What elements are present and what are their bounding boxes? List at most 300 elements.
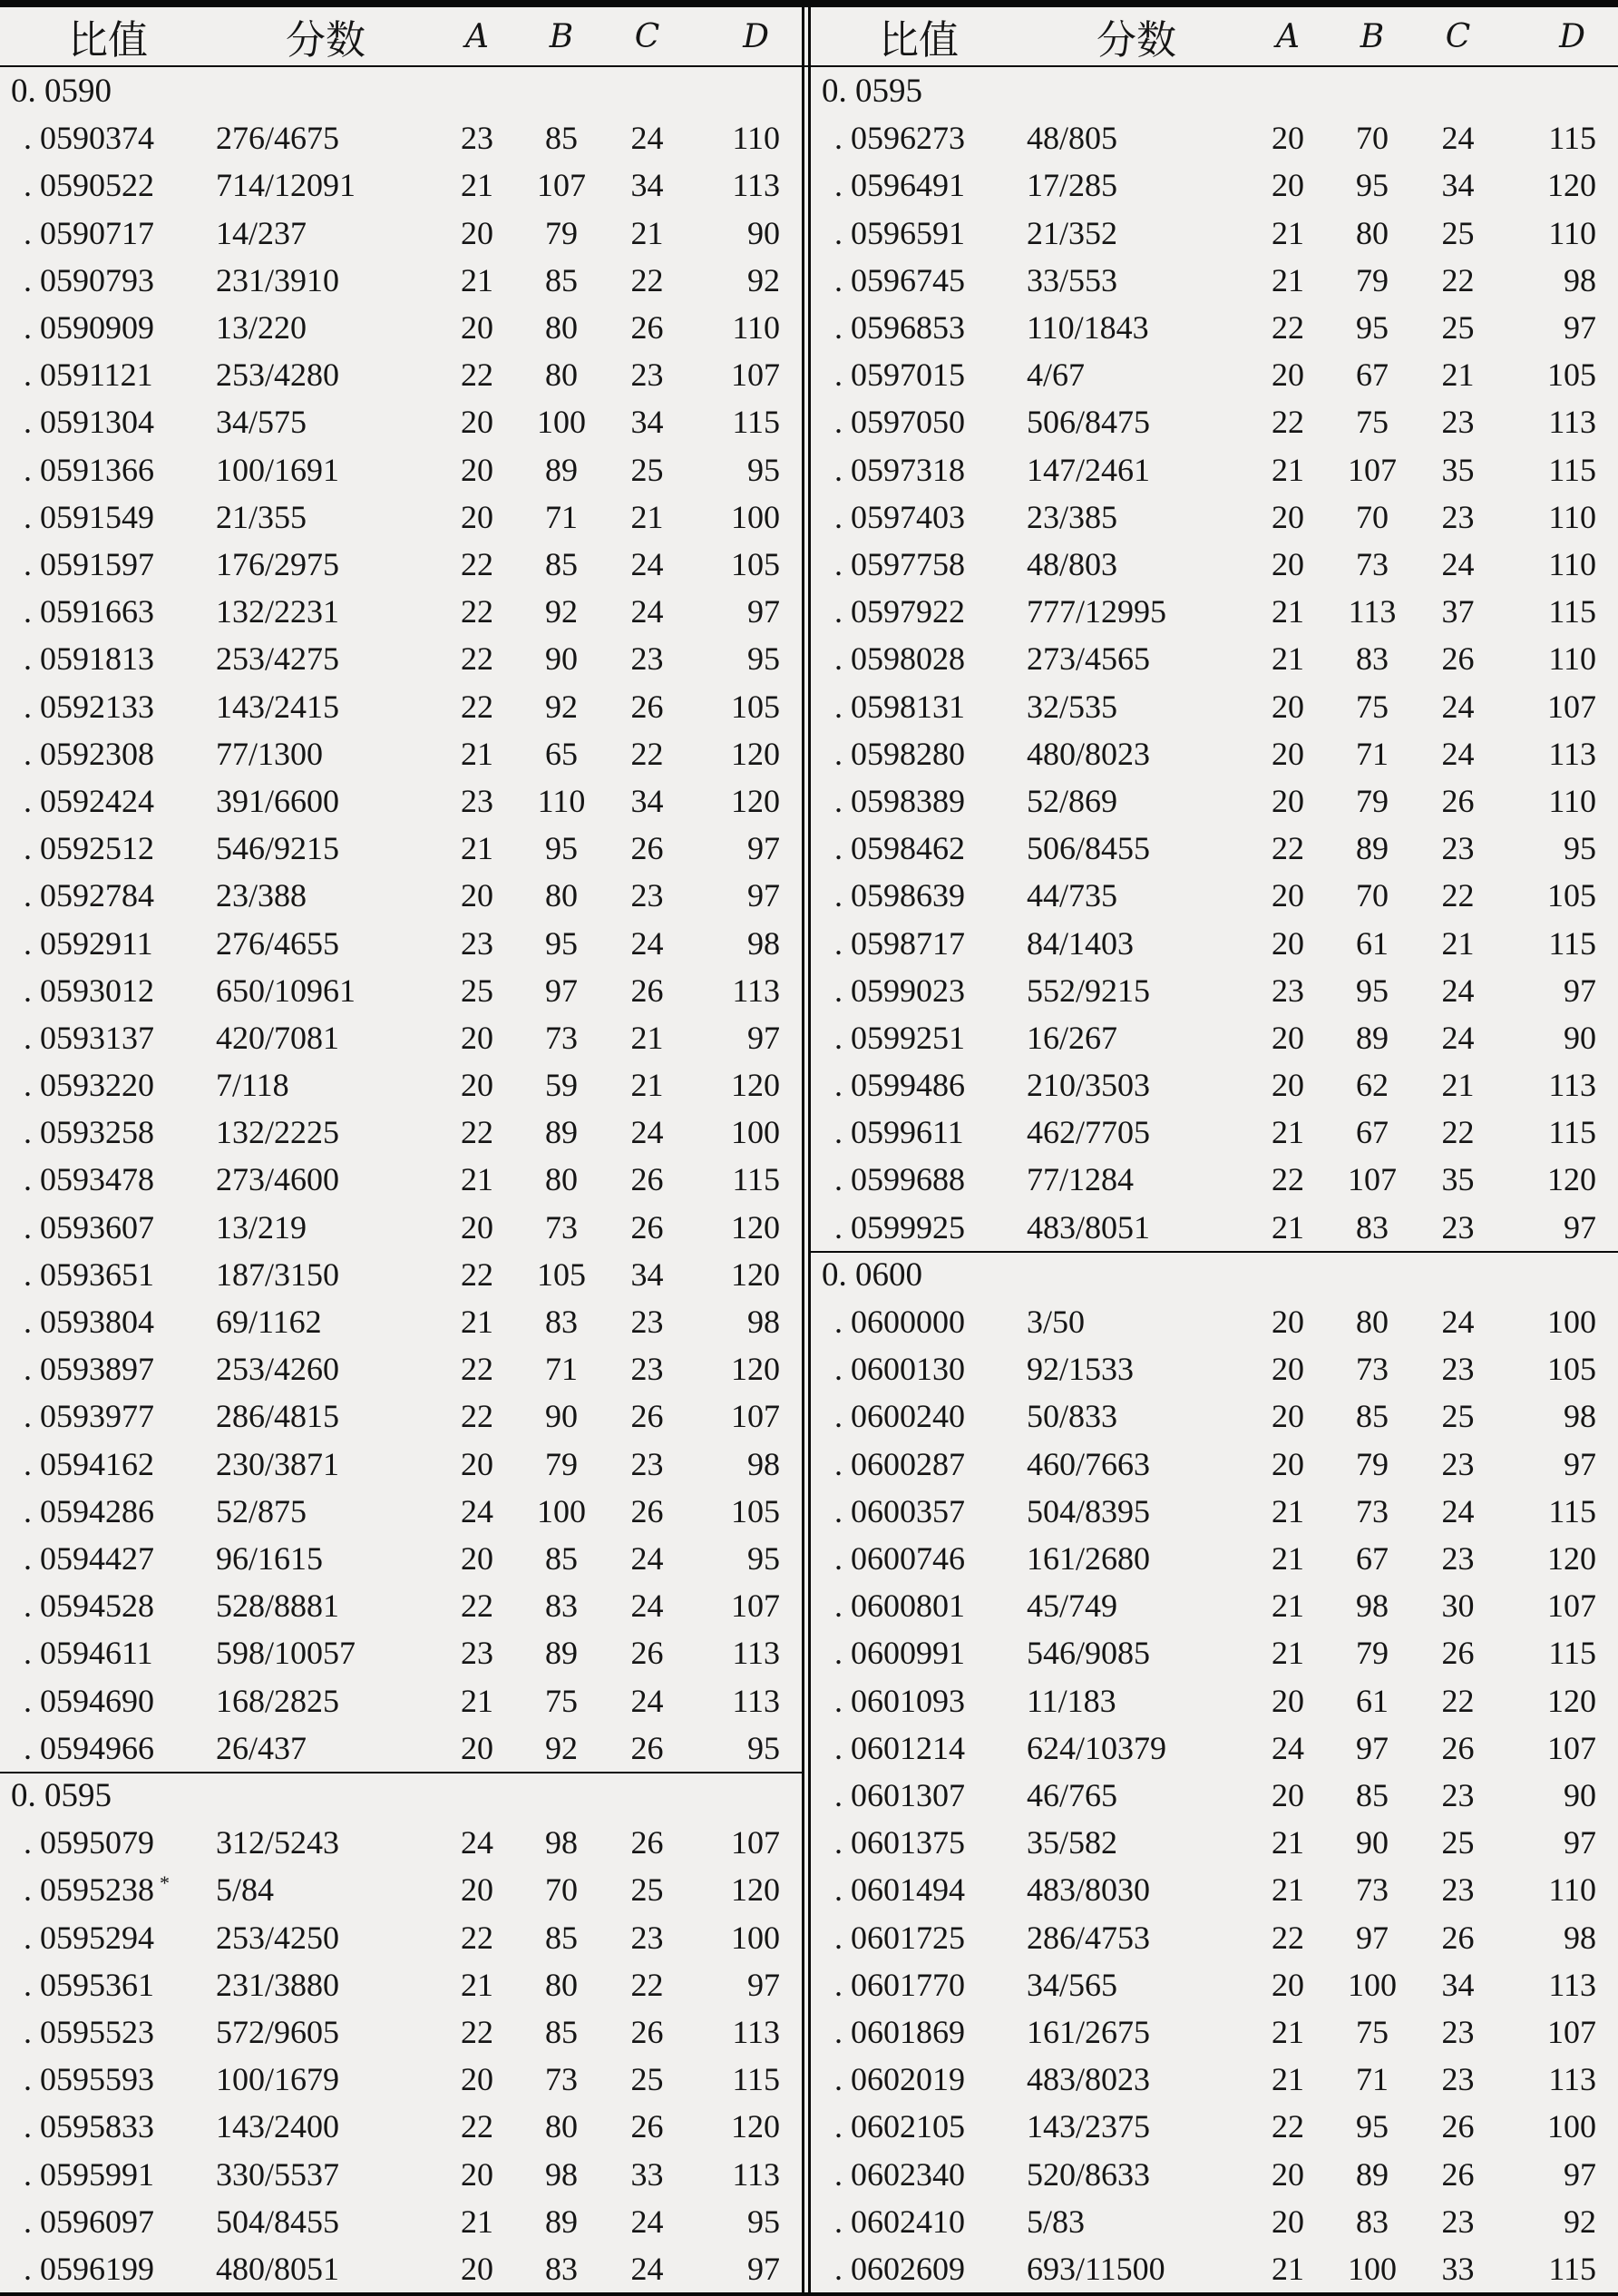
cell-c: 26 (630, 1492, 664, 1529)
table-row (0, 2198, 802, 2245)
cell-ratio: . 0596745 (834, 261, 965, 298)
cell-b: 83 (545, 2250, 578, 2287)
cell-a: 21 (461, 830, 493, 867)
cell-d: 97 (1564, 2155, 1596, 2193)
table-row (811, 1488, 1618, 1535)
cell-c: 26 (630, 1161, 664, 1198)
cell-a: 20 (1272, 2203, 1304, 2240)
cell-d: 92 (1564, 2203, 1596, 2240)
cell-ratio: . 0593977 (24, 1398, 154, 1435)
cell-c: 25 (630, 1871, 664, 1909)
cell-a: 22 (461, 2013, 493, 2050)
cell-a: 20 (1272, 1445, 1304, 1482)
cell-a: 20 (461, 1729, 493, 1766)
cell-ratio: . 0590374 (24, 120, 154, 157)
cell-a: 21 (461, 735, 493, 772)
table-row (0, 1866, 802, 1913)
cell-c: 24 (630, 593, 664, 630)
cell-c: 26 (1441, 782, 1475, 819)
cell-c: 24 (1441, 120, 1475, 157)
cell-d: 120 (1547, 1161, 1596, 1198)
cell-c: 24 (1441, 972, 1475, 1009)
cell-d: 120 (731, 1871, 780, 1909)
cell-d: 107 (1547, 2013, 1596, 2050)
cell-ratio: . 0600991 (834, 1635, 965, 1672)
cell-fraction: 5/84 (216, 1871, 275, 1909)
cell-ratio: . 0594286 (24, 1492, 154, 1529)
cell-a: 21 (461, 1161, 493, 1198)
cell-d: 95 (747, 1540, 780, 1578)
cell-b: 95 (1356, 972, 1389, 1009)
cell-a: 21 (1272, 1492, 1304, 1529)
table-body-left (0, 67, 802, 2292)
table-row (0, 872, 802, 919)
table-row (811, 1677, 1618, 1724)
cell-d: 98 (1564, 261, 1596, 298)
cell-ratio: . 0601770 (834, 1966, 965, 2003)
cell-ratio: . 0596491 (834, 167, 965, 204)
cell-b: 71 (1356, 2061, 1389, 2098)
cell-b: 80 (1356, 214, 1389, 251)
cell-fraction: 26/437 (216, 1729, 307, 1766)
header-col-b: B (1360, 17, 1385, 55)
cell-b: 83 (1356, 1208, 1389, 1246)
cell-c: 34 (1441, 1966, 1475, 2003)
cell-fraction: 253/4260 (216, 1351, 340, 1388)
cell-d: 100 (731, 498, 780, 535)
cell-b: 98 (545, 1824, 578, 1861)
cell-d: 97 (1564, 1208, 1596, 1246)
cell-ratio: . 0596199 (24, 2250, 154, 2287)
table-row (811, 1345, 1618, 1392)
cell-d: 90 (1564, 1776, 1596, 1813)
cell-c: 25 (630, 451, 664, 488)
cell-d: 98 (747, 1304, 780, 1341)
table-row (811, 210, 1618, 257)
table-row (811, 2056, 1618, 2103)
cell-fraction: 483/8051 (1027, 1208, 1151, 1246)
cell-b: 73 (1356, 1351, 1389, 1388)
cell-fraction: 460/7663 (1027, 1445, 1151, 1482)
table-right-half (811, 0, 1618, 2296)
cell-d: 97 (1564, 309, 1596, 347)
cell-c: 23 (1441, 404, 1475, 441)
table-row (0, 351, 802, 398)
cell-a: 20 (1272, 924, 1304, 962)
cell-a: 20 (461, 2155, 493, 2193)
table-row (0, 161, 802, 209)
cell-fraction: 35/582 (1027, 1824, 1118, 1861)
cell-ratio: . 0593804 (24, 1304, 154, 1341)
cell-fraction: 100/1679 (216, 2061, 340, 2098)
cell-fraction: 77/1284 (1027, 1161, 1135, 1198)
cell-b: 70 (1356, 877, 1389, 914)
cell-ratio: . 0599023 (834, 972, 965, 1009)
header-col-c: C (1445, 17, 1471, 55)
table-row (811, 541, 1618, 588)
cell-b: 92 (545, 1729, 578, 1766)
cell-b: 71 (545, 498, 578, 535)
cell-fraction: 16/267 (1027, 1019, 1118, 1056)
cell-d: 100 (731, 1114, 780, 1151)
cell-fraction: 420/7081 (216, 1019, 340, 1056)
cell-d: 105 (731, 688, 780, 725)
cell-b: 67 (1356, 1540, 1389, 1578)
cell-c: 24 (630, 2203, 664, 2240)
cell-d: 95 (747, 2203, 780, 2240)
cell-ratio: . 0595294 (24, 1919, 154, 1956)
cell-ratio: . 0597050 (834, 404, 965, 441)
cell-a: 21 (1272, 1208, 1304, 1246)
cell-b: 65 (545, 735, 578, 772)
cell-a: 24 (461, 1492, 493, 1529)
table-row (811, 825, 1618, 872)
cell-c: 26 (1441, 2155, 1475, 2193)
cell-d: 100 (1547, 1304, 1596, 1341)
cell-a: 21 (461, 1304, 493, 1341)
cell-a: 21 (461, 167, 493, 204)
cell-d: 95 (747, 640, 780, 678)
cell-ratio: . 0590793 (24, 261, 154, 298)
cell-d: 110 (1548, 640, 1596, 678)
cell-ratio: . 0594966 (24, 1729, 154, 1766)
cell-c: 26 (630, 688, 664, 725)
cell-a: 20 (1272, 167, 1304, 204)
cell-a: 20 (461, 1019, 493, 1056)
cell-ratio: . 0590717 (24, 214, 154, 251)
cell-fraction: 143/2375 (1027, 2108, 1151, 2145)
cell-b: 89 (1356, 1019, 1389, 1056)
cell-fraction: 312/5243 (216, 1824, 340, 1861)
cell-b: 89 (545, 1114, 578, 1151)
cell-c: 26 (630, 309, 664, 347)
cell-fraction: 504/8395 (1027, 1492, 1151, 1529)
cell-ratio: . 0601093 (834, 1682, 965, 1719)
cell-ratio: . 0598717 (834, 924, 965, 962)
cell-d: 95 (1564, 830, 1596, 867)
cell-a: 21 (1272, 1114, 1304, 1151)
cell-c: 23 (1441, 2013, 1475, 2050)
cell-fraction: 506/8475 (1027, 404, 1151, 441)
cell-b: 73 (1356, 546, 1389, 582)
cell-a: 21 (1272, 2013, 1304, 2050)
cell-fraction: 253/4275 (216, 640, 340, 678)
table-row (0, 730, 802, 777)
section-label: 0. 0595 (11, 1777, 112, 1815)
cell-ratio: . 0602340 (834, 2155, 965, 2193)
cell-c: 35 (1441, 1161, 1475, 1198)
cell-fraction: 391/6600 (216, 782, 340, 819)
cell-ratio: . 0593607 (24, 1208, 154, 1246)
cell-c: 34 (630, 167, 664, 204)
cell-b: 95 (545, 924, 578, 962)
cell-c: 25 (630, 2061, 664, 2098)
cell-fraction: 273/4600 (216, 1161, 340, 1198)
table-row (0, 1961, 802, 2008)
cell-fraction: 520/8633 (1027, 2155, 1151, 2193)
cell-c: 25 (1441, 309, 1475, 347)
cell-fraction: 253/4280 (216, 357, 340, 394)
table-row (811, 1298, 1618, 1345)
cell-a: 21 (1272, 640, 1304, 678)
cell-fraction: 7/118 (216, 1067, 289, 1104)
cell-ratio: . 0593897 (24, 1351, 154, 1388)
cell-c: 23 (630, 357, 664, 394)
cell-a: 22 (461, 546, 493, 582)
cell-ratio: . 0600287 (834, 1445, 965, 1482)
cell-b: 105 (537, 1255, 586, 1293)
cell-b: 107 (1348, 1161, 1397, 1198)
table-row (0, 257, 802, 304)
cell-a: 20 (461, 498, 493, 535)
cell-c: 24 (630, 1588, 664, 1625)
cell-a: 20 (1272, 498, 1304, 535)
header-col-c: C (634, 17, 660, 55)
cell-d: 110 (1548, 782, 1596, 819)
cell-d: 90 (747, 214, 780, 251)
table-row (811, 1535, 1618, 1582)
cell-b: 80 (545, 309, 578, 347)
cell-d: 115 (1548, 1114, 1596, 1151)
cell-fraction: 13/220 (216, 309, 307, 347)
cell-b: 75 (1356, 404, 1389, 441)
cell-a: 21 (1272, 1540, 1304, 1578)
cell-fraction: 230/3871 (216, 1445, 340, 1482)
cell-b: 80 (545, 877, 578, 914)
cell-fraction: 46/765 (1027, 1776, 1118, 1813)
cell-b: 71 (545, 1351, 578, 1388)
table-row (811, 351, 1618, 398)
cell-ratio: . 0597758 (834, 546, 965, 582)
table-row (0, 2245, 802, 2292)
cell-ratio: . 0591813 (24, 640, 154, 678)
cell-b: 95 (1356, 309, 1389, 347)
cell-d: 115 (732, 2061, 780, 2098)
cell-a: 20 (461, 1871, 493, 1909)
cell-ratio: . 0590909 (24, 309, 154, 347)
cell-c: 24 (1441, 1304, 1475, 1341)
cell-b: 85 (1356, 1776, 1389, 1813)
cell-ratio: . 0592911 (24, 924, 153, 962)
cell-d: 115 (1548, 924, 1596, 962)
cell-fraction: 506/8455 (1027, 830, 1151, 867)
table-row (811, 1392, 1618, 1440)
cell-b: 83 (1356, 640, 1389, 678)
cell-c: 23 (1441, 1208, 1475, 1246)
cell-d: 115 (732, 404, 780, 441)
header-separator-rule (0, 65, 1618, 67)
table-row (0, 2103, 802, 2150)
cell-fraction: 253/4250 (216, 1919, 340, 1956)
cell-c: 26 (630, 830, 664, 867)
cell-b: 89 (545, 451, 578, 488)
cell-a: 20 (1272, 1966, 1304, 2003)
cell-fraction: 11/183 (1027, 1682, 1116, 1719)
cell-c: 34 (630, 404, 664, 441)
table-row (0, 1014, 802, 1061)
cell-a: 22 (1272, 830, 1304, 867)
cell-fraction: 330/5537 (216, 2155, 340, 2193)
cell-c: 22 (1441, 261, 1475, 298)
table-bottom-border (0, 2292, 1618, 2296)
cell-a: 20 (1272, 2155, 1304, 2193)
cell-ratio: . 0591663 (24, 593, 154, 630)
header-col-a: A (1276, 17, 1300, 55)
cell-d: 97 (747, 593, 780, 630)
cell-fraction: 14/237 (216, 214, 307, 251)
cell-d: 97 (747, 2250, 780, 2287)
cell-ratio: . 0590522 (24, 167, 154, 204)
cell-ratio: . 0596591 (834, 214, 965, 251)
cell-b: 73 (1356, 1492, 1389, 1529)
cell-d: 115 (1548, 2250, 1596, 2287)
cell-b: 62 (1356, 1067, 1389, 1104)
table-row (0, 919, 802, 966)
cell-d: 100 (1547, 2108, 1596, 2145)
table-row (811, 682, 1618, 729)
cell-c: 21 (630, 214, 664, 251)
cell-ratio: . 0594611 (24, 1635, 153, 1672)
table-row (811, 1724, 1618, 1772)
cell-b: 80 (545, 2108, 578, 2145)
cell-a: 23 (461, 924, 493, 962)
cell-d: 105 (1547, 877, 1596, 914)
cell-c: 34 (630, 782, 664, 819)
table-row (0, 1629, 802, 1676)
cell-b: 85 (545, 261, 578, 298)
cell-ratio: . 0591549 (24, 498, 154, 535)
cell-a: 24 (1272, 1729, 1304, 1766)
cell-d: 95 (747, 1729, 780, 1766)
cell-b: 79 (545, 214, 578, 251)
cell-ratio: . 0601375 (834, 1824, 965, 1861)
cell-d: 113 (732, 167, 780, 204)
cell-d: 115 (732, 1161, 780, 1198)
cell-c: 22 (1441, 1682, 1475, 1719)
cell-d: 107 (731, 357, 780, 394)
cell-c: 24 (1441, 1492, 1475, 1529)
cell-fraction: 48/803 (1027, 546, 1118, 582)
cell-ratio: . 0592308 (24, 735, 154, 772)
cell-fraction: 110/1843 (1027, 309, 1149, 347)
cell-ratio: . 0596097 (24, 2203, 154, 2240)
cell-fraction: 161/2680 (1027, 1540, 1151, 1578)
cell-a: 21 (1272, 1871, 1304, 1909)
cell-a: 20 (1272, 1776, 1304, 1813)
cell-a: 20 (461, 877, 493, 914)
cell-d: 113 (732, 1635, 780, 1672)
cell-c: 23 (1441, 1351, 1475, 1388)
cell-b: 98 (1356, 1588, 1389, 1625)
cell-ratio: . 0594162 (24, 1445, 154, 1482)
cell-ratio: . 0598028 (834, 640, 965, 678)
cell-fraction: 714/12091 (216, 167, 356, 204)
cell-a: 22 (1272, 2108, 1304, 2145)
cell-b: 85 (545, 1540, 578, 1578)
header-col-d: D (743, 17, 769, 55)
cell-d: 110 (732, 120, 780, 157)
cell-c: 26 (630, 1824, 664, 1861)
cell-b: 97 (1356, 1919, 1389, 1956)
table-row (0, 777, 802, 825)
cell-fraction: 92/1533 (1027, 1351, 1135, 1388)
cell-b: 98 (545, 2155, 578, 2193)
table-row (0, 210, 802, 257)
cell-b: 85 (545, 2013, 578, 2050)
cell-c: 22 (1441, 1114, 1475, 1151)
cell-c: 23 (1441, 498, 1475, 535)
cell-b: 70 (545, 1871, 578, 1909)
cell-fraction: 33/553 (1027, 261, 1118, 298)
cell-ratio: . 0593137 (24, 1019, 154, 1056)
cell-fraction: 231/3880 (216, 1966, 340, 2003)
cell-c: 23 (1441, 2061, 1475, 2098)
cell-b: 113 (1348, 593, 1397, 630)
cell-a: 21 (1272, 2061, 1304, 2098)
cell-b: 110 (537, 782, 586, 819)
table-row (0, 1345, 802, 1392)
cell-ratio: . 0593258 (24, 1114, 154, 1151)
cell-b: 100 (1348, 1966, 1397, 2003)
cell-ratio: . 0602019 (834, 2061, 965, 2098)
cell-a: 22 (461, 1398, 493, 1435)
cell-fraction: 480/8051 (216, 2250, 340, 2287)
cell-ratio: . 0595833 (24, 2108, 154, 2145)
cell-b: 59 (545, 1067, 578, 1104)
cell-c: 26 (630, 972, 664, 1009)
cell-d: 105 (731, 1492, 780, 1529)
cell-b: 85 (1356, 1398, 1389, 1435)
cell-ratio: . 0592133 (24, 688, 154, 725)
cell-a: 21 (1272, 214, 1304, 251)
table-row (811, 398, 1618, 445)
cell-c: 34 (630, 1255, 664, 1293)
cell-fraction: 483/8030 (1027, 1871, 1151, 1909)
cell-ratio: . 0594690 (24, 1682, 154, 1719)
cell-d: 110 (1548, 498, 1596, 535)
cell-c: 26 (630, 1208, 664, 1246)
cell-c: 24 (1441, 688, 1475, 725)
table-row (811, 1913, 1618, 1960)
cell-c: 26 (1441, 640, 1475, 678)
cell-d: 110 (732, 309, 780, 347)
cell-a: 20 (461, 1067, 493, 1104)
cell-ratio: . 0601869 (834, 2013, 965, 2050)
cell-fraction: 276/4655 (216, 924, 340, 962)
cell-d: 107 (731, 1398, 780, 1435)
table-body-right (811, 67, 1618, 2292)
cell-ratio: . 0597015 (834, 357, 965, 394)
cell-d: 97 (747, 877, 780, 914)
cell-ratio: . 0595991 (24, 2155, 154, 2193)
cell-c: 23 (630, 1351, 664, 1388)
cell-c: 23 (630, 1919, 664, 1956)
table-row (811, 2008, 1618, 2056)
table-row (811, 2198, 1618, 2245)
table-row (0, 493, 802, 541)
cell-a: 20 (1272, 1351, 1304, 1388)
cell-ratio: . 0595079 (24, 1824, 154, 1861)
cell-fraction: 132/2231 (216, 593, 340, 630)
cell-c: 23 (1441, 1445, 1475, 1482)
cell-fraction: 210/3503 (1027, 1067, 1151, 1104)
cell-c: 21 (630, 1067, 664, 1104)
cell-c: 24 (630, 546, 664, 582)
cell-a: 20 (1272, 120, 1304, 157)
section-header-row (811, 67, 1618, 114)
table-row (0, 682, 802, 729)
table-row (0, 2008, 802, 2056)
